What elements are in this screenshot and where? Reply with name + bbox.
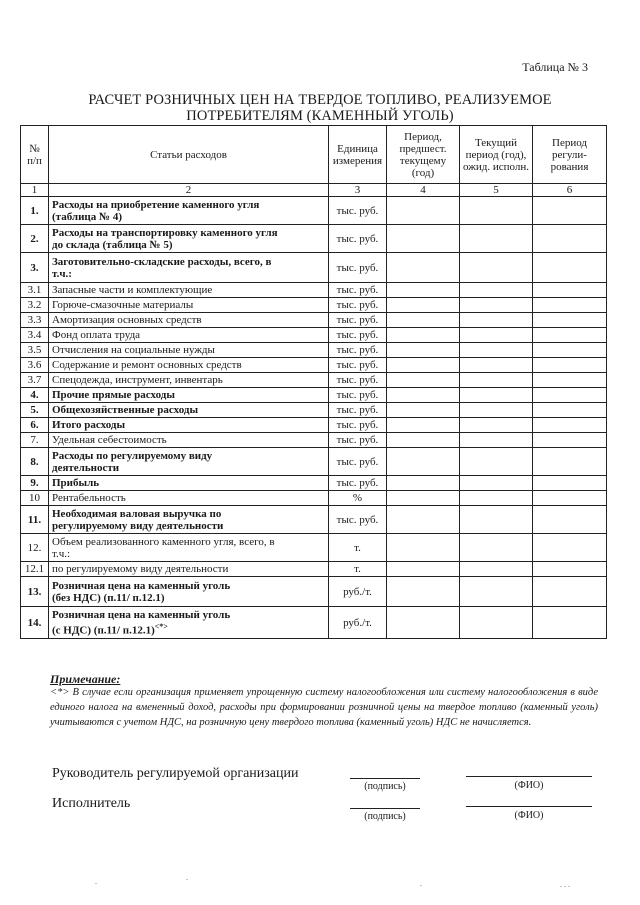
- executor-name-caption: (ФИО): [514, 810, 544, 821]
- column-number: 6: [533, 184, 607, 197]
- row-value-prev-period[interactable]: [387, 534, 460, 562]
- row-value-prev-period[interactable]: [387, 373, 460, 388]
- scan-speck: .: [186, 873, 188, 882]
- row-item-name: [49, 388, 329, 403]
- col-header-num: № п/п: [21, 126, 49, 184]
- row-number: 6.: [21, 418, 49, 433]
- row-number: 11.: [21, 506, 49, 534]
- row-value-regulation-period[interactable]: [533, 577, 607, 607]
- row-item-name: [49, 506, 329, 534]
- row-unit: тыс. руб.: [329, 343, 387, 358]
- row-value-current-period[interactable]: [460, 403, 533, 418]
- row-unit: тыс. руб.: [329, 476, 387, 491]
- row-item-name-line: Расходы по регулируемому виду: [52, 449, 213, 462]
- row-unit: тыс. руб.: [329, 358, 387, 373]
- row-value-regulation-period[interactable]: [533, 418, 607, 433]
- row-number: 5.: [21, 403, 49, 418]
- executor-name-line: [466, 806, 592, 807]
- row-value-current-period[interactable]: [460, 253, 533, 283]
- row-item-name-text: (без НДС) (п.11/ п.12.1): [52, 591, 165, 604]
- row-number: 4.: [21, 388, 49, 403]
- row-number: 3.4: [21, 328, 49, 343]
- head-name-line: [466, 776, 592, 777]
- row-value-prev-period[interactable]: [387, 388, 460, 403]
- row-value-current-period[interactable]: [460, 448, 533, 476]
- column-number: 5: [460, 184, 533, 197]
- row-value-current-period[interactable]: [460, 534, 533, 562]
- row-item-name: [49, 476, 329, 491]
- row-value-current-period[interactable]: [460, 476, 533, 491]
- row-item-name-line: Розничная цена на каменный уголь: [52, 608, 231, 621]
- row-unit: %: [329, 491, 387, 506]
- column-number: 4: [387, 184, 460, 197]
- executor-signature-line: [350, 808, 420, 809]
- row-item-name: [49, 358, 329, 373]
- head-signature-line: [350, 778, 420, 779]
- executor-signature-caption: (подпись): [364, 811, 406, 822]
- column-number-row: [21, 184, 607, 197]
- table-row: [21, 328, 607, 343]
- row-item-name: [49, 197, 329, 225]
- row-item-name-line: Заготовительно-складские расходы, всего, в: [52, 255, 272, 268]
- row-value-regulation-period[interactable]: [533, 328, 607, 343]
- row-unit: тыс. руб.: [329, 433, 387, 448]
- row-unit: тыс. руб.: [329, 448, 387, 476]
- row-item-name-line: Прибыль: [52, 477, 100, 489]
- row-value-prev-period[interactable]: [387, 403, 460, 418]
- row-value-regulation-period[interactable]: [533, 373, 607, 388]
- row-value-current-period[interactable]: [460, 358, 533, 373]
- row-item-name-line: Запасные части и комплектующие: [52, 284, 213, 296]
- row-value-current-period[interactable]: [460, 607, 533, 639]
- row-value-prev-period[interactable]: [387, 253, 460, 283]
- col-header-prev-period: Период, предшест. текущему (год): [387, 126, 460, 184]
- row-value-regulation-period[interactable]: [533, 506, 607, 534]
- row-number: 3.5: [21, 343, 49, 358]
- row-number: 8.: [21, 448, 49, 476]
- table-row: [21, 358, 607, 373]
- row-item-name-line: Спецодежда, инструмент, инвентарь: [52, 374, 223, 386]
- row-item-name: [49, 313, 329, 328]
- row-item-name: [49, 562, 329, 577]
- row-number: 12.1: [21, 562, 49, 577]
- table-row: [21, 433, 607, 448]
- row-item-name-line: Удельная себестоимость: [52, 434, 167, 446]
- row-item-name-line: Общехозяйственные расходы: [52, 404, 199, 416]
- row-value-prev-period[interactable]: [387, 491, 460, 506]
- document-title: [0, 92, 640, 124]
- row-item-name: [49, 403, 329, 418]
- row-value-current-period[interactable]: [460, 283, 533, 298]
- row-unit: т.: [329, 534, 387, 562]
- row-unit: руб./т.: [329, 607, 387, 639]
- row-item-name-line: Рентабельность: [52, 492, 126, 504]
- row-unit: тыс. руб.: [329, 388, 387, 403]
- row-value-current-period[interactable]: [460, 328, 533, 343]
- row-item-name-line: [52, 621, 325, 637]
- row-value-regulation-period[interactable]: [533, 476, 607, 491]
- row-value-regulation-period[interactable]: [533, 562, 607, 577]
- row-value-regulation-period[interactable]: [533, 343, 607, 358]
- row-value-regulation-period[interactable]: [533, 388, 607, 403]
- row-unit: тыс. руб.: [329, 403, 387, 418]
- row-number: 3.3: [21, 313, 49, 328]
- row-item-name: [49, 283, 329, 298]
- row-value-regulation-period[interactable]: [533, 534, 607, 562]
- table-row: [21, 403, 607, 418]
- row-value-prev-period[interactable]: [387, 418, 460, 433]
- row-value-prev-period[interactable]: [387, 225, 460, 253]
- row-number: 3.7: [21, 373, 49, 388]
- table-row: [21, 562, 607, 577]
- row-item-name: [49, 298, 329, 313]
- row-value-regulation-period[interactable]: [533, 283, 607, 298]
- row-item-name-line: [52, 268, 325, 280]
- row-item-name-line: Объем реализованного каменного угля, всего, в: [52, 535, 275, 548]
- row-value-prev-period[interactable]: [387, 197, 460, 225]
- row-number: 9.: [21, 476, 49, 491]
- table-row: [21, 197, 607, 225]
- row-number: 14.: [21, 607, 49, 639]
- table-row: [21, 534, 607, 562]
- row-item-name-line: [52, 548, 325, 560]
- head-name-caption: (ФИО): [514, 780, 544, 791]
- row-item-name-line: [52, 592, 325, 604]
- row-number: 3.: [21, 253, 49, 283]
- table-row: [21, 388, 607, 403]
- row-value-current-period[interactable]: [460, 225, 533, 253]
- row-value-regulation-period[interactable]: [533, 448, 607, 476]
- row-item-name: [49, 433, 329, 448]
- row-value-prev-period[interactable]: [387, 328, 460, 343]
- column-number: 2: [49, 184, 329, 197]
- row-value-current-period[interactable]: [460, 197, 533, 225]
- row-item-name: [49, 225, 329, 253]
- row-value-regulation-period[interactable]: [533, 253, 607, 283]
- row-unit: тыс. руб.: [329, 418, 387, 433]
- row-value-regulation-period[interactable]: [533, 358, 607, 373]
- row-unit: тыс. руб.: [329, 373, 387, 388]
- row-number: 2.: [21, 225, 49, 253]
- row-item-name: [49, 607, 329, 639]
- table-row: [21, 225, 607, 253]
- row-value-prev-period[interactable]: [387, 607, 460, 639]
- row-item-name-text: т.ч.:: [52, 267, 72, 280]
- row-value-regulation-period[interactable]: [533, 403, 607, 418]
- row-item-name-line: [52, 239, 325, 251]
- row-number: 13.: [21, 577, 49, 607]
- col-header-regulation-period: Период регули-рования: [533, 126, 607, 184]
- row-unit: т.: [329, 562, 387, 577]
- row-item-name-line: Фонд оплата труда: [52, 329, 141, 341]
- col-header-items: Статьи расходов: [49, 126, 329, 184]
- row-value-regulation-period[interactable]: [533, 433, 607, 448]
- row-item-name-text: деятельности: [52, 461, 120, 474]
- row-value-regulation-period[interactable]: [533, 225, 607, 253]
- scan-speck: .: [95, 877, 97, 886]
- row-number: 3.6: [21, 358, 49, 373]
- row-unit: тыс. руб.: [329, 283, 387, 298]
- table-row: [21, 373, 607, 388]
- head-signature-label: Руководитель регулируемой организации: [52, 766, 299, 781]
- row-item-name-line: Отчисления на социальные нужды: [52, 344, 215, 356]
- row-value-current-period[interactable]: [460, 433, 533, 448]
- row-value-prev-period[interactable]: [387, 433, 460, 448]
- row-value-current-period[interactable]: [460, 313, 533, 328]
- row-value-regulation-period[interactable]: [533, 298, 607, 313]
- title-line-1: РАСЧЕТ РОЗНИЧНЫХ ЦЕН НА ТВЕРДОЕ ТОПЛИВО, РЕАЛИЗУЕМОЕ: [88, 92, 552, 108]
- row-item-name-line: Содержание и ремонт основных средств: [52, 359, 242, 371]
- row-value-current-period[interactable]: [460, 577, 533, 607]
- row-item-name: [49, 577, 329, 607]
- table-row: [21, 607, 607, 639]
- table-row: [21, 313, 607, 328]
- table-body: [21, 197, 607, 639]
- table-row: [21, 343, 607, 358]
- row-item-name-line: Горюче-смазочные материалы: [52, 299, 194, 311]
- row-number: 3.2: [21, 298, 49, 313]
- row-value-current-period[interactable]: [460, 418, 533, 433]
- row-item-name-line: Розничная цена на каменный уголь: [52, 579, 231, 592]
- table-row: [21, 283, 607, 298]
- row-value-prev-period[interactable]: [387, 506, 460, 534]
- row-item-name-text: т.ч.:: [52, 547, 71, 560]
- row-item-name-line: Амортизация основных средств: [52, 314, 202, 326]
- row-value-prev-period[interactable]: [387, 577, 460, 607]
- row-value-regulation-period[interactable]: [533, 197, 607, 225]
- row-unit: тыс. руб.: [329, 506, 387, 534]
- row-value-prev-period[interactable]: [387, 298, 460, 313]
- scan-speck: .: [420, 879, 422, 888]
- row-number: 7.: [21, 433, 49, 448]
- row-item-name-line: Итого расходы: [52, 419, 126, 431]
- row-unit: тыс. руб.: [329, 328, 387, 343]
- row-item-name-line: Расходы на приобретение каменного угля: [52, 198, 260, 211]
- row-value-prev-period[interactable]: [387, 562, 460, 577]
- row-value-current-period[interactable]: [460, 373, 533, 388]
- row-number: 3.1: [21, 283, 49, 298]
- note-heading: Примечание:: [50, 672, 121, 686]
- row-item-name-line: Прочие прямые расходы: [52, 389, 175, 401]
- col-header-current-period: Текущий период (год), ожид. исполн.: [460, 126, 533, 184]
- row-value-current-period[interactable]: [460, 491, 533, 506]
- row-value-prev-period[interactable]: [387, 448, 460, 476]
- row-value-regulation-period[interactable]: [533, 313, 607, 328]
- row-item-name-line: [52, 462, 325, 474]
- row-item-name: [49, 448, 329, 476]
- row-value-regulation-period[interactable]: [533, 607, 607, 639]
- table-row: [21, 476, 607, 491]
- head-signature-caption: (подпись): [364, 781, 406, 792]
- table-row: [21, 298, 607, 313]
- scan-speck: . . .: [560, 880, 570, 889]
- row-unit: тыс. руб.: [329, 225, 387, 253]
- row-unit: тыс. руб.: [329, 313, 387, 328]
- row-value-prev-period[interactable]: [387, 283, 460, 298]
- row-item-name-line: по регулируемому виду деятельности: [52, 563, 229, 575]
- row-item-name: [49, 418, 329, 433]
- title-line-2: ПОТРЕБИТЕЛЯМ (КАМЕННЫЙ УГОЛЬ): [186, 108, 454, 124]
- row-item-name-text: до склада (таблица № 5): [52, 238, 173, 251]
- row-number: 12.: [21, 534, 49, 562]
- row-number: 1.: [21, 197, 49, 225]
- note-text: <*> В случае если организация применяет упрощенную систему налогообложения или систему налогообложения в виде единого налога на вмененный доход, расходы при формировании розничной цены на твердое топливо (каменный уголь) учитываются с учетом НДС, на розничную цену твердого топлива (каменный уголь) НДС не начисляется.: [50, 687, 598, 728]
- row-value-prev-period[interactable]: [387, 358, 460, 373]
- table-row: [21, 506, 607, 534]
- footnote-marker: <*>: [154, 621, 168, 631]
- row-value-current-period[interactable]: [460, 388, 533, 403]
- row-value-current-period[interactable]: [460, 343, 533, 358]
- row-item-name-text: (с НДС) (п.11/ п.12.1): [52, 624, 155, 637]
- row-item-name: [49, 343, 329, 358]
- row-item-name: [49, 534, 329, 562]
- row-item-name-line: Необходимая валовая выручка по: [52, 507, 222, 520]
- row-value-current-period[interactable]: [460, 562, 533, 577]
- table-row: [21, 448, 607, 476]
- column-number: 1: [21, 184, 49, 197]
- row-item-name: [49, 491, 329, 506]
- row-value-prev-period[interactable]: [387, 343, 460, 358]
- row-item-name: [49, 253, 329, 283]
- row-value-regulation-period[interactable]: [533, 491, 607, 506]
- row-item-name-line: [52, 520, 325, 532]
- price-calculation-table: [20, 125, 607, 639]
- row-value-prev-period[interactable]: [387, 476, 460, 491]
- table-row: [21, 418, 607, 433]
- row-item-name-text: (таблица № 4): [52, 210, 122, 223]
- row-unit: руб./т.: [329, 577, 387, 607]
- header-row: [21, 126, 607, 184]
- table-number: Таблица № 3: [522, 60, 588, 74]
- executor-signature-label: Исполнитель: [52, 796, 131, 811]
- row-item-name-text: регулируемому виду деятельности: [52, 519, 224, 532]
- row-item-name: [49, 328, 329, 343]
- table-row: [21, 577, 607, 607]
- row-item-name: [49, 373, 329, 388]
- row-value-current-period[interactable]: [460, 298, 533, 313]
- row-number: 10: [21, 491, 49, 506]
- row-value-current-period[interactable]: [460, 506, 533, 534]
- row-item-name-line: [52, 211, 325, 223]
- row-unit: тыс. руб.: [329, 197, 387, 225]
- table-row: [21, 253, 607, 283]
- row-value-prev-period[interactable]: [387, 313, 460, 328]
- column-number: 3: [329, 184, 387, 197]
- table-row: [21, 491, 607, 506]
- row-unit: тыс. руб.: [329, 298, 387, 313]
- row-unit: тыс. руб.: [329, 253, 387, 283]
- row-item-name-line: Расходы на транспортировку каменного угля: [52, 226, 278, 239]
- col-header-unit: Единица измерения: [329, 126, 387, 184]
